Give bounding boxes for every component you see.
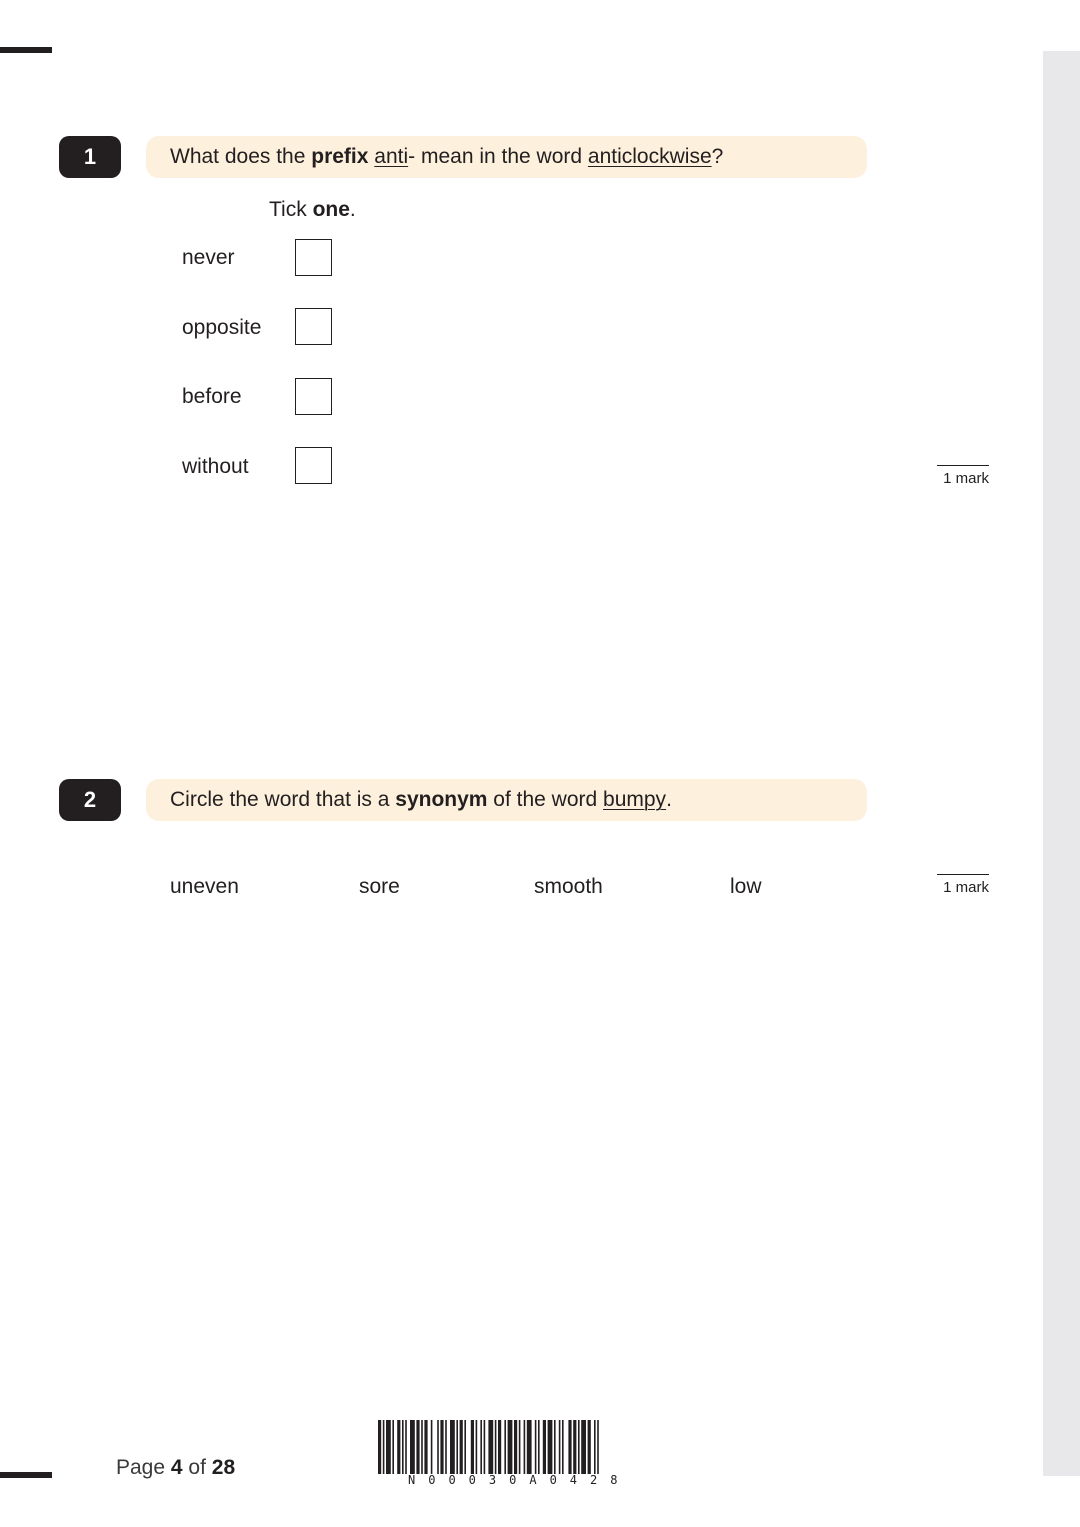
prompt-text: Circle the word that is a (170, 788, 396, 811)
page-number (116, 1456, 235, 1480)
page-of: of (182, 1456, 212, 1479)
barcode (378, 1420, 675, 1476)
question-2-prompt (146, 779, 867, 821)
prompt-text: - mean in the word (408, 145, 588, 168)
question-number-1: 1 (59, 136, 121, 178)
prompt-keyword: prefix (311, 145, 369, 168)
instruction-text: . (349, 198, 356, 221)
tick-box-before[interactable] (295, 378, 332, 415)
question-number-2: 2 (59, 779, 121, 821)
tick-box-without[interactable] (295, 447, 332, 484)
question-1-mark: 1 mark (937, 465, 989, 487)
page-current: 4 (170, 1456, 183, 1479)
word-choice-uneven[interactable]: uneven (170, 875, 239, 898)
tick-instruction (269, 198, 356, 222)
instruction-keyword: one (312, 198, 350, 221)
prompt-keyword: synonym (395, 788, 488, 811)
tick-box-opposite[interactable] (295, 308, 332, 345)
option-label-never: never (182, 246, 235, 269)
page-side-band (1043, 51, 1080, 1476)
prompt-text: of the word (487, 788, 604, 811)
word-choice-sore[interactable]: sore (359, 875, 400, 898)
question-1-prompt (146, 136, 867, 178)
page-total: 28 (211, 1456, 236, 1479)
option-label-before: before (182, 385, 242, 408)
barcode-icon (378, 1420, 675, 1475)
page-prefix: Page (116, 1456, 171, 1479)
prompt-underlined-word: anticlockwise (587, 145, 712, 168)
option-label-opposite: opposite (182, 316, 262, 339)
instruction-text: Tick (269, 198, 313, 221)
prompt-text: . (666, 788, 672, 811)
option-label-without: without (182, 455, 249, 478)
prompt-text: What does the (170, 145, 312, 168)
word-choice-smooth[interactable]: smooth (534, 875, 603, 898)
prompt-underlined-word: anti (374, 145, 409, 168)
prompt-underlined-word: bumpy (603, 788, 667, 811)
crop-mark-bottom (0, 1472, 52, 1478)
tick-box-never[interactable] (295, 239, 332, 276)
crop-mark-top (0, 47, 52, 53)
question-2-mark: 1 mark (937, 874, 989, 896)
barcode-text: N00030A0428 (378, 1474, 675, 1487)
word-choice-low[interactable]: low (730, 875, 762, 898)
prompt-text: ? (711, 145, 724, 168)
